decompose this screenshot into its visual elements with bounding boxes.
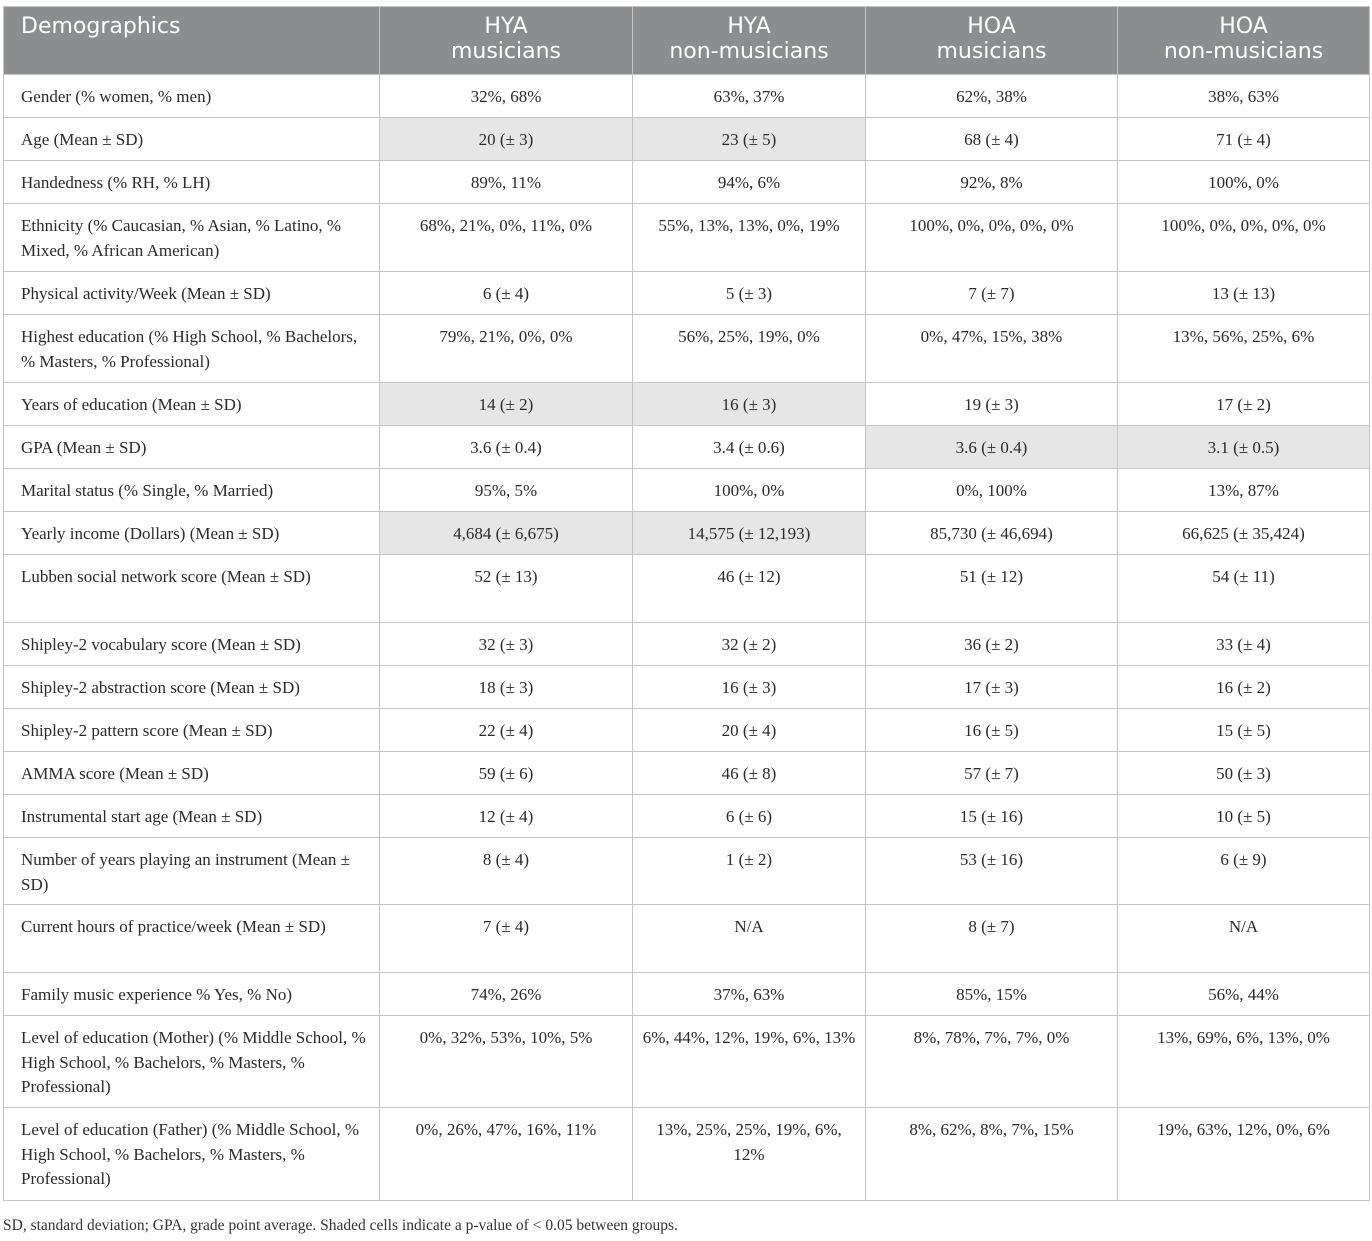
cell-hoa-non-musicians: 66,625 (± 35,424) — [1118, 512, 1370, 555]
cell-hya-musicians: 22 (± 4) — [380, 709, 633, 752]
table-footnote: SD, standard deviation; GPA, grade point average. Shaded cells indicate a p-value of < 0.05 between groups. — [3, 1217, 678, 1234]
row-label: Current hours of practice/week (Mean ± SD) — [4, 905, 380, 973]
cell-hoa-musicians: 36 (± 2) — [866, 623, 1118, 666]
cell-hoa-non-musicians: 54 (± 11) — [1118, 555, 1370, 623]
table-row — [4, 666, 1370, 709]
cell-hoa-musicians: 15 (± 16) — [866, 795, 1118, 838]
header-hya-non-musicians: HYA non-musicians — [633, 7, 866, 75]
cell-hya-musicians: 59 (± 6) — [380, 752, 633, 795]
table-body — [4, 75, 1370, 1201]
row-label: Physical activity/Week (Mean ± SD) — [4, 272, 380, 315]
cell-hoa-non-musicians: 71 (± 4) — [1118, 118, 1370, 161]
row-label: Shipley-2 abstraction score (Mean ± SD) — [4, 666, 380, 709]
cell-hya-non-musicians: 1 (± 2) — [633, 838, 866, 905]
cell-hya-musicians: 68%, 21%, 0%, 11%, 0% — [380, 204, 633, 272]
cell-hya-non-musicians: 46 (± 8) — [633, 752, 866, 795]
cell-hya-musicians: 8 (± 4) — [380, 838, 633, 905]
row-label: Years of education (Mean ± SD) — [4, 383, 380, 426]
cell-hoa-musicians: 8%, 78%, 7%, 7%, 0% — [866, 1016, 1118, 1108]
cell-hoa-musicians: 19 (± 3) — [866, 383, 1118, 426]
row-label: Level of education (Mother) (% Middle School, % High School, % Bachelors, % Masters, % Professional) — [4, 1016, 380, 1108]
cell-hoa-non-musicians: 33 (± 4) — [1118, 623, 1370, 666]
cell-hya-musicians: 18 (± 3) — [380, 666, 633, 709]
row-label: Shipley-2 vocabulary score (Mean ± SD) — [4, 623, 380, 666]
table-row — [4, 383, 1370, 426]
row-label: Gender (% women, % men) — [4, 75, 380, 118]
cell-hoa-non-musicians: 6 (± 9) — [1118, 838, 1370, 905]
table-row — [4, 973, 1370, 1016]
table-row — [4, 709, 1370, 752]
table-row — [4, 204, 1370, 272]
row-label: Number of years playing an instrument (Mean ± SD) — [4, 838, 380, 905]
cell-hoa-non-musicians: 13%, 56%, 25%, 6% — [1118, 315, 1370, 383]
cell-hoa-musicians: 62%, 38% — [866, 75, 1118, 118]
row-label: GPA (Mean ± SD) — [4, 426, 380, 469]
header-demographics: Demographics — [4, 7, 380, 75]
row-label: Level of education (Father) (% Middle School, % High School, % Bachelors, % Masters, % Professional) — [4, 1108, 380, 1201]
cell-hoa-non-musicians: 100%, 0% — [1118, 161, 1370, 204]
table-row — [4, 752, 1370, 795]
cell-hya-non-musicians: 20 (± 4) — [633, 709, 866, 752]
table-row — [4, 512, 1370, 555]
table-header-row — [4, 7, 1370, 75]
cell-hya-non-musicians: 14,575 (± 12,193) — [633, 512, 866, 555]
cell-hya-non-musicians: 46 (± 12) — [633, 555, 866, 623]
cell-hoa-non-musicians: 15 (± 5) — [1118, 709, 1370, 752]
cell-hya-musicians: 52 (± 13) — [380, 555, 633, 623]
cell-hya-non-musicians: 6 (± 6) — [633, 795, 866, 838]
cell-hoa-musicians: 92%, 8% — [866, 161, 1118, 204]
cell-hoa-musicians: 68 (± 4) — [866, 118, 1118, 161]
cell-hoa-musicians: 100%, 0%, 0%, 0%, 0% — [866, 204, 1118, 272]
cell-hoa-non-musicians: 13 (± 13) — [1118, 272, 1370, 315]
cell-hya-musicians: 74%, 26% — [380, 973, 633, 1016]
cell-hya-musicians: 20 (± 3) — [380, 118, 633, 161]
row-label: Shipley-2 pattern score (Mean ± SD) — [4, 709, 380, 752]
cell-hya-non-musicians: 56%, 25%, 19%, 0% — [633, 315, 866, 383]
table-row — [4, 905, 1370, 973]
table-row — [4, 75, 1370, 118]
demographics-table-container — [3, 6, 1369, 1201]
cell-hya-musicians: 32 (± 3) — [380, 623, 633, 666]
cell-hoa-non-musicians: 50 (± 3) — [1118, 752, 1370, 795]
cell-hya-musicians: 7 (± 4) — [380, 905, 633, 973]
cell-hoa-non-musicians: 3.1 (± 0.5) — [1118, 426, 1370, 469]
cell-hoa-non-musicians: 56%, 44% — [1118, 973, 1370, 1016]
cell-hya-musicians: 95%, 5% — [380, 469, 633, 512]
cell-hya-non-musicians: 23 (± 5) — [633, 118, 866, 161]
table-row — [4, 623, 1370, 666]
cell-hoa-musicians: 85%, 15% — [866, 973, 1118, 1016]
cell-hya-non-musicians: 16 (± 3) — [633, 666, 866, 709]
table-row — [4, 315, 1370, 383]
row-label: Marital status (% Single, % Married) — [4, 469, 380, 512]
table-row — [4, 1016, 1370, 1108]
table-row — [4, 1108, 1370, 1201]
cell-hoa-non-musicians: N/A — [1118, 905, 1370, 973]
cell-hya-musicians: 12 (± 4) — [380, 795, 633, 838]
cell-hya-musicians: 0%, 32%, 53%, 10%, 5% — [380, 1016, 633, 1108]
cell-hoa-non-musicians: 10 (± 5) — [1118, 795, 1370, 838]
cell-hoa-musicians: 0%, 100% — [866, 469, 1118, 512]
header-hoa-non-musicians: HOA non-musicians — [1118, 7, 1370, 75]
cell-hoa-musicians: 8%, 62%, 8%, 7%, 15% — [866, 1108, 1118, 1201]
cell-hoa-non-musicians: 16 (± 2) — [1118, 666, 1370, 709]
cell-hya-musicians: 79%, 21%, 0%, 0% — [380, 315, 633, 383]
cell-hoa-musicians: 17 (± 3) — [866, 666, 1118, 709]
table-row — [4, 469, 1370, 512]
cell-hoa-non-musicians: 38%, 63% — [1118, 75, 1370, 118]
table-row — [4, 555, 1370, 623]
row-label: Handedness (% RH, % LH) — [4, 161, 380, 204]
cell-hoa-non-musicians: 13%, 87% — [1118, 469, 1370, 512]
cell-hoa-musicians: 51 (± 12) — [866, 555, 1118, 623]
row-label: Age (Mean ± SD) — [4, 118, 380, 161]
cell-hoa-non-musicians: 100%, 0%, 0%, 0%, 0% — [1118, 204, 1370, 272]
cell-hya-musicians: 3.6 (± 0.4) — [380, 426, 633, 469]
row-label: Yearly income (Dollars) (Mean ± SD) — [4, 512, 380, 555]
cell-hoa-musicians: 7 (± 7) — [866, 272, 1118, 315]
cell-hya-non-musicians: 32 (± 2) — [633, 623, 866, 666]
table-row — [4, 426, 1370, 469]
row-label: Highest education (% High School, % Bachelors, % Masters, % Professional) — [4, 315, 380, 383]
cell-hya-non-musicians: 100%, 0% — [633, 469, 866, 512]
header-hoa-musicians: HOA musicians — [866, 7, 1118, 75]
cell-hya-non-musicians: N/A — [633, 905, 866, 973]
cell-hya-musicians: 6 (± 4) — [380, 272, 633, 315]
table-row — [4, 838, 1370, 905]
row-label: Instrumental start age (Mean ± SD) — [4, 795, 380, 838]
cell-hya-musicians: 89%, 11% — [380, 161, 633, 204]
cell-hoa-non-musicians: 13%, 69%, 6%, 13%, 0% — [1118, 1016, 1370, 1108]
cell-hya-musicians: 4,684 (± 6,675) — [380, 512, 633, 555]
cell-hya-non-musicians: 13%, 25%, 25%, 19%, 6%, 12% — [633, 1108, 866, 1201]
cell-hoa-musicians: 0%, 47%, 15%, 38% — [866, 315, 1118, 383]
cell-hoa-musicians: 57 (± 7) — [866, 752, 1118, 795]
cell-hoa-musicians: 53 (± 16) — [866, 838, 1118, 905]
cell-hya-musicians: 14 (± 2) — [380, 383, 633, 426]
cell-hya-non-musicians: 94%, 6% — [633, 161, 866, 204]
cell-hya-non-musicians: 55%, 13%, 13%, 0%, 19% — [633, 204, 866, 272]
cell-hoa-musicians: 3.6 (± 0.4) — [866, 426, 1118, 469]
cell-hya-non-musicians: 37%, 63% — [633, 973, 866, 1016]
cell-hya-non-musicians: 6%, 44%, 12%, 19%, 6%, 13% — [633, 1016, 866, 1108]
row-label: AMMA score (Mean ± SD) — [4, 752, 380, 795]
cell-hoa-musicians: 85,730 (± 46,694) — [866, 512, 1118, 555]
cell-hya-non-musicians: 5 (± 3) — [633, 272, 866, 315]
row-label: Family music experience % Yes, % No) — [4, 973, 380, 1016]
cell-hya-non-musicians: 63%, 37% — [633, 75, 866, 118]
cell-hoa-non-musicians: 17 (± 2) — [1118, 383, 1370, 426]
header-hya-musicians: HYA musicians — [380, 7, 633, 75]
cell-hoa-non-musicians: 19%, 63%, 12%, 0%, 6% — [1118, 1108, 1370, 1201]
demographics-table — [3, 6, 1370, 1201]
table-row — [4, 272, 1370, 315]
cell-hya-non-musicians: 3.4 (± 0.6) — [633, 426, 866, 469]
table-row — [4, 161, 1370, 204]
cell-hoa-musicians: 8 (± 7) — [866, 905, 1118, 973]
row-label: Lubben social network score (Mean ± SD) — [4, 555, 380, 623]
table-row — [4, 118, 1370, 161]
cell-hya-musicians: 32%, 68% — [380, 75, 633, 118]
table-row — [4, 795, 1370, 838]
cell-hya-non-musicians: 16 (± 3) — [633, 383, 866, 426]
cell-hoa-musicians: 16 (± 5) — [866, 709, 1118, 752]
row-label: Ethnicity (% Caucasian, % Asian, % Latino, % Mixed, % African American) — [4, 204, 380, 272]
cell-hya-musicians: 0%, 26%, 47%, 16%, 11% — [380, 1108, 633, 1201]
